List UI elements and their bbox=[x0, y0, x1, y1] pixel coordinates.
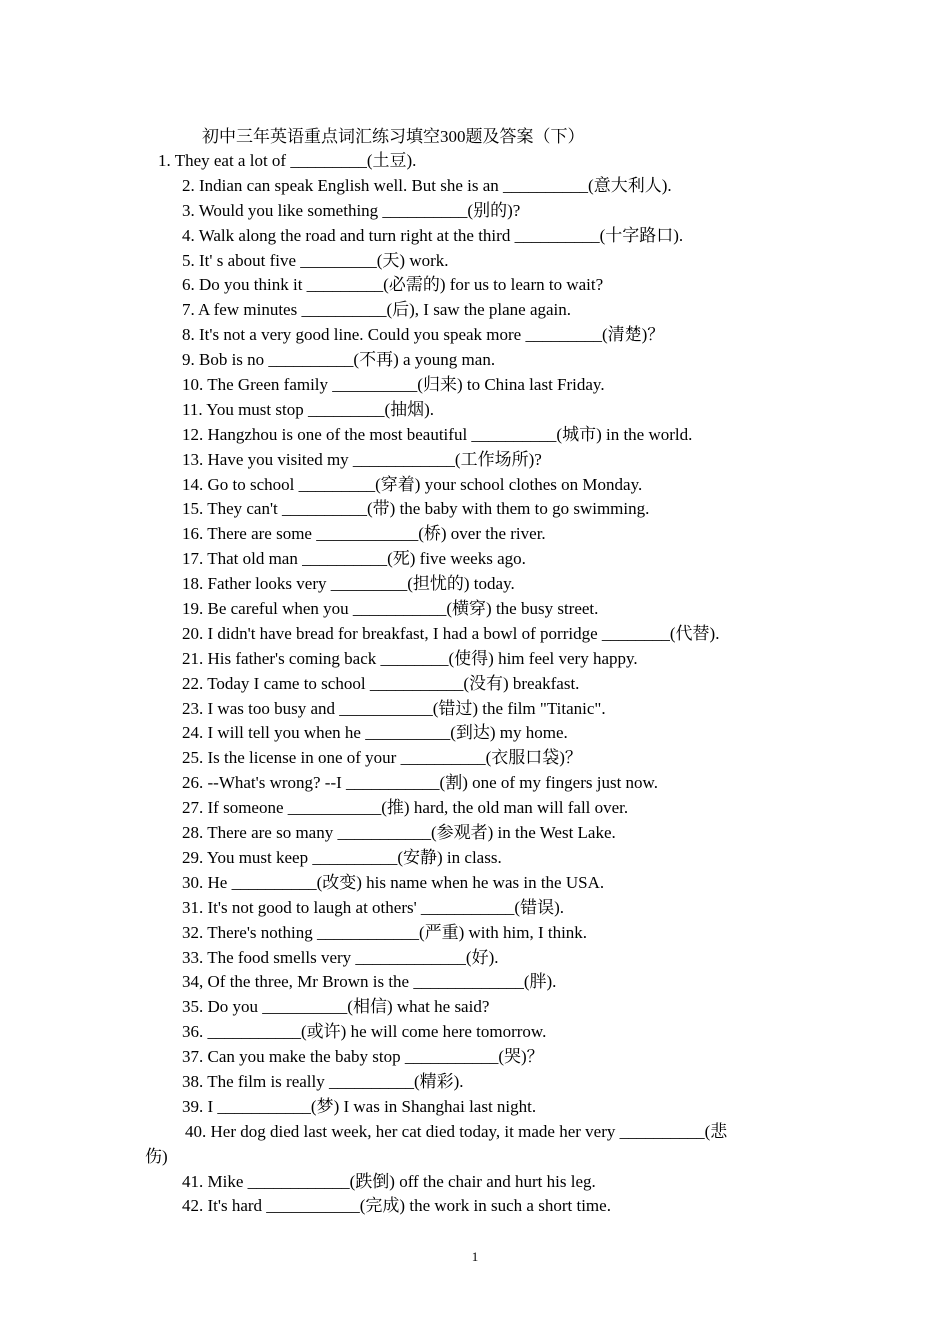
exercise-item: 14. Go to school _________(穿着) your school clothes on Monday. bbox=[182, 474, 643, 494]
exercise-item: 35. Do you __________(相信) what he said? bbox=[182, 997, 490, 1017]
exercise-item: 1. They eat a lot of _________(土豆). bbox=[158, 151, 417, 170]
exercise-item: 9. Bob is no __________(不再) a young man. bbox=[182, 350, 496, 370]
exercise-item: 27. If someone ___________(推) hard, the old man will fall over. bbox=[182, 798, 629, 818]
exercise-item: 29. You must keep __________(安静) in class. bbox=[182, 847, 502, 867]
exercise-item: 32. There's nothing ____________(严重) with him, I think. bbox=[182, 922, 588, 942]
exercise-item: 10. The Green family __________(归来) to China last Friday. bbox=[182, 375, 605, 395]
exercise-item: 5. It' s about five _________(天) work. bbox=[182, 250, 449, 270]
exercise-item: 30. He __________(改变) his name when he was in the USA. bbox=[182, 872, 605, 892]
exercise-item: 28. There are so many ___________(参观者) in the West Lake. bbox=[182, 823, 616, 843]
exercise-item: 34, Of the three, Mr Brown is the _____________(胖). bbox=[182, 972, 557, 992]
exercise-list bbox=[0, 149, 950, 1219]
exercise-item: 12. Hangzhou is one of the most beautiful __________(城市) in the world. bbox=[182, 424, 693, 444]
exercise-item: 18. Father looks very _________(担忧的) today. bbox=[182, 574, 515, 594]
exercise-item: 38. The film is really __________(精彩). bbox=[182, 1071, 464, 1091]
exercise-item: 40. Her dog died last week, her cat died today, it made her very __________(悲 bbox=[185, 1121, 728, 1141]
exercise-item: 20. I didn't have bread for breakfast, I had a bowl of porridge ________(代替). bbox=[182, 623, 720, 643]
exercise-item: 24. I will tell you when he __________(到达) my home. bbox=[182, 723, 568, 743]
exercise-item: 31. It's not good to laugh at others' ___________(错误). bbox=[182, 897, 564, 917]
exercise-item: 36. ___________(或许) he will come here tomorrow. bbox=[182, 1022, 547, 1042]
exercise-item: 4. Walk along the road and turn right at the third __________(十字路口). bbox=[182, 225, 684, 245]
exercise-item: 22. Today I came to school ___________(没有) breakfast. bbox=[182, 673, 580, 693]
exercise-item: 11. You must stop _________(抽烟). bbox=[182, 399, 435, 419]
exercise-item: 23. I was too busy and ___________(错过) the film "Titanic". bbox=[182, 698, 606, 718]
exercise-item: 33. The food smells very _____________(好). bbox=[182, 947, 499, 967]
exercise-item: 42. It's hard ___________(完成) the work in such a short time. bbox=[182, 1196, 611, 1216]
exercise-item: 13. Have you visited my ____________(工作场所)? bbox=[182, 449, 542, 469]
exercise-item: 21. His father's coming back ________(使得) him feel very happy. bbox=[182, 648, 638, 668]
exercise-item: 37. Can you make the baby stop ___________(哭)？ bbox=[182, 1047, 544, 1067]
exercise-item: 39. I ___________(梦) I was in Shanghai last night. bbox=[182, 1096, 537, 1116]
exercise-item: 16. There are some ____________(桥) over the river. bbox=[182, 524, 546, 544]
exercise-item: 7. A few minutes __________(后), I saw the plane again. bbox=[182, 300, 572, 320]
exercise-item: 8. It's not a very good line. Could you speak more _________(清楚)？ bbox=[182, 325, 665, 345]
exercise-item: 15. They can't __________(带) the baby with them to go swimming. bbox=[182, 499, 650, 519]
exercise-item: 6. Do you think it _________(必需的) for us to learn to wait? bbox=[182, 275, 604, 295]
exercise-item: 17. That old man __________(死) five weeks ago. bbox=[182, 549, 526, 569]
exercise-item: 41. Mike ____________(跌倒) off the chair and hurt his leg. bbox=[182, 1171, 596, 1191]
page-number: 1 bbox=[471, 1249, 479, 1264]
document-title: 初中三年英语重点词汇练习填空300题及答案（下） bbox=[202, 127, 585, 146]
exercise-item: 26. --What's wrong? --I ___________(割) one of my fingers just now. bbox=[182, 773, 658, 793]
exercise-item: 3. Would you like something __________(别的)? bbox=[182, 200, 521, 220]
exercise-item: 19. Be careful when you ___________(横穿) the busy street. bbox=[182, 599, 599, 619]
exercise-item: 25. Is the license in one of your __________(衣服口袋)？ bbox=[182, 748, 582, 768]
exercise-item-continuation: 伤) bbox=[145, 1146, 168, 1166]
exercise-item: 2. Indian can speak English well. But she is an __________(意大利人). bbox=[182, 175, 672, 195]
